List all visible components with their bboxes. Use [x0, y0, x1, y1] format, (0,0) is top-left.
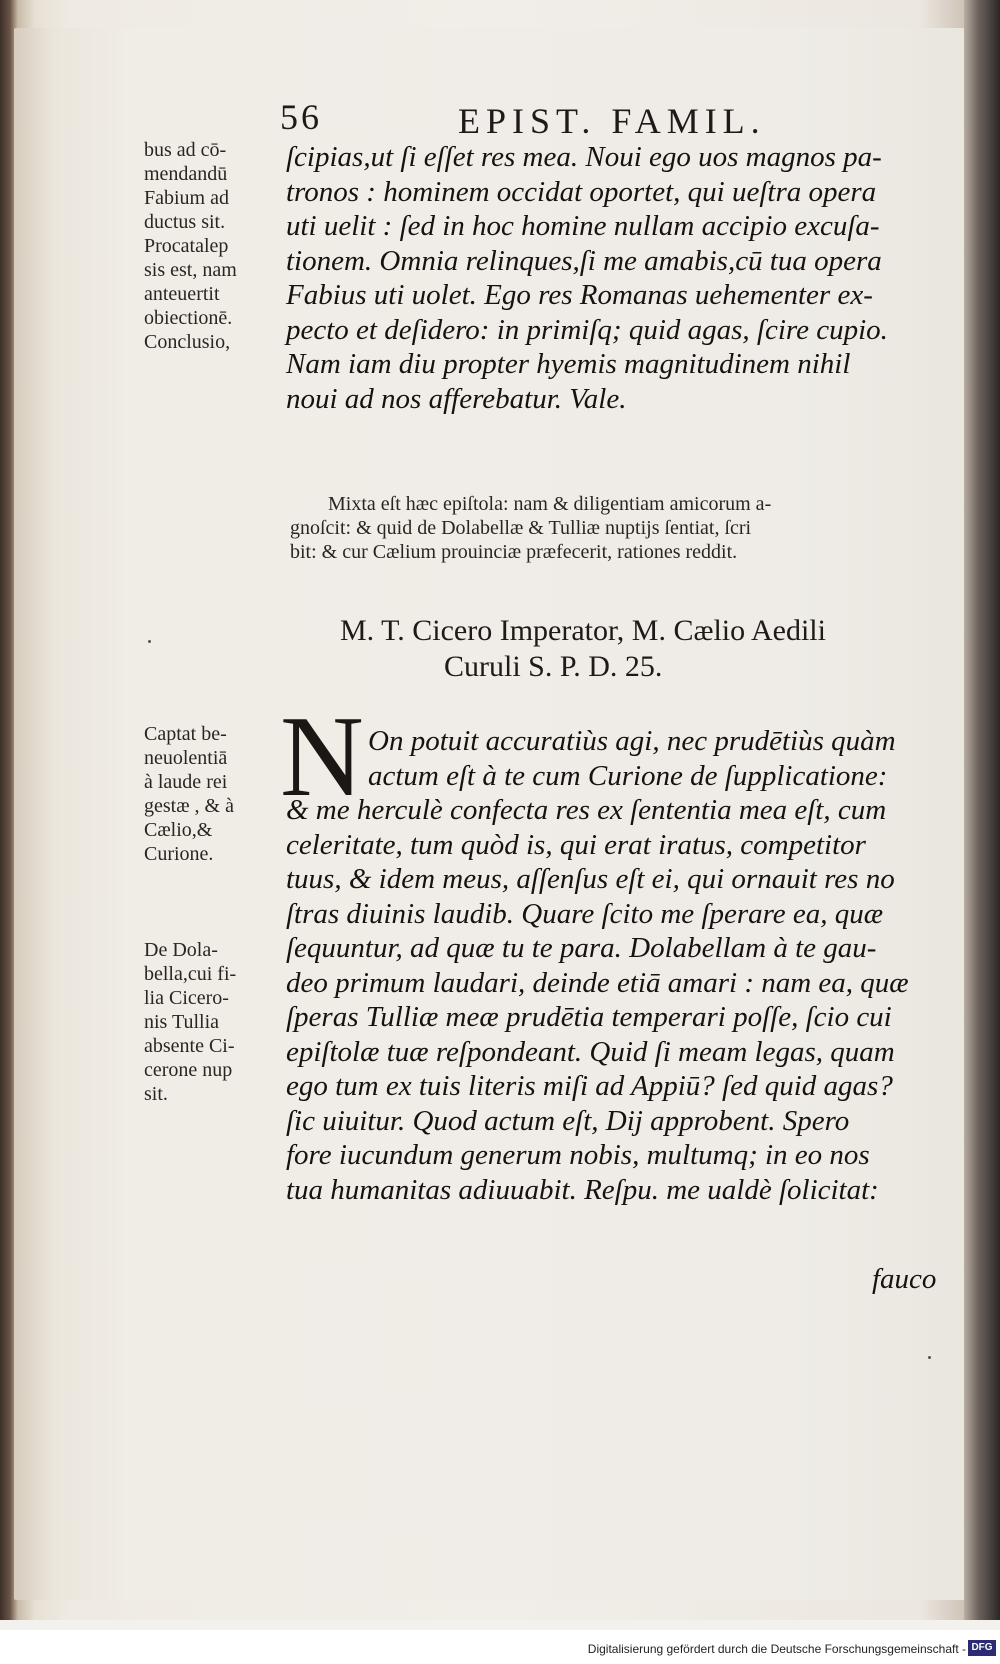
text-line: deo primum laudari, deinde etiā amari : nam ea, quæ: [286, 966, 909, 999]
text-line: fore iucundum generum nobis, multumq; in eo nos: [286, 1139, 870, 1171]
text-line: & me herculè confecta res ex ſententia mea eſt, cum: [286, 794, 887, 826]
argument-summary: [290, 492, 930, 564]
margin-note-3: [144, 938, 274, 1106]
text-line: noui ad nos afferebatur. Vale.: [286, 382, 627, 415]
paper-speck: [148, 640, 151, 643]
text-line: ſic uiuitur. Quod actum eſt, Dij approbent. Spero: [286, 1104, 850, 1137]
margin-note-line: ductus sit.: [144, 211, 226, 233]
text-line: ego tum ex tuis literis miſi ad Appiū? ſed quid agas?: [286, 1070, 893, 1102]
text-line: celeritate, tum quòd is, qui erat iratus, competitor: [286, 828, 866, 861]
page-number: 56: [280, 97, 322, 137]
text-line: Nam iam diu propter hyemis magnitudinem nihil: [286, 348, 851, 380]
letter-heading: [340, 613, 940, 685]
margin-note-line: De Dola-: [144, 939, 218, 961]
margin-note-line: gestæ , & à: [144, 795, 234, 817]
margin-note-line: anteuertit: [144, 283, 220, 305]
margin-note-line: bella,cui fi-: [144, 963, 237, 985]
margin-note-line: Procatalep: [144, 235, 229, 257]
text-line: actum eſt à te cum Curione de ſupplicatione:: [368, 759, 888, 792]
margin-note-line: Conclusio,: [144, 331, 231, 353]
text-line: pecto et deſidero: in primiſq; quid agas, ſcire cupio.: [286, 313, 888, 346]
book-edge: [964, 0, 1000, 1620]
margin-note-line: neuolentiā: [144, 747, 228, 769]
letter-continuation: [286, 140, 888, 416]
margin-note-line: bus ad cō-: [144, 139, 227, 161]
letter-body-indented: [368, 724, 896, 793]
margin-note-line: cerone nup: [144, 1059, 233, 1081]
running-head: EPIST. FAMIL.: [458, 101, 766, 141]
text-line: tronos : hominem occidat oportet, qui ueſtra opera: [286, 175, 877, 208]
margin-note-line: Fabium ad: [144, 187, 229, 209]
margin-note-line: mendandū: [144, 163, 228, 185]
text-line: tua humanitas adiuuabit. Reſpu. me ualdè ſolicitat:: [286, 1173, 879, 1206]
text-line: On potuit accuratiùs agi, nec prudētiùs quàm: [368, 725, 896, 757]
margin-note-line: Cælio,&: [144, 819, 213, 841]
margin-note-2: [144, 722, 274, 866]
dfg-logo: DFG: [968, 1640, 996, 1656]
margin-note-line: Captat be-: [144, 723, 227, 745]
margin-note-1: [144, 138, 274, 354]
paper-speck: [928, 1356, 931, 1359]
margin-note-line: absente Ci-: [144, 1035, 235, 1057]
margin-note-line: à laude rei: [144, 771, 228, 793]
margin-note-line: Curione.: [144, 843, 214, 865]
margin-note-line: nis Tullia: [144, 1011, 220, 1033]
text-line: uti uelit : ſed in hoc homine nullam accipio excuſa-: [286, 210, 880, 242]
catchword: fauco: [872, 1263, 937, 1295]
heading-line-1: M. T. Cicero Imperator, M. Cælio Aedili: [340, 614, 826, 647]
summary-line: gnoſcit: & quid de Dolabellæ & Tulliæ nuptijs ſentiat, ſcri: [290, 517, 752, 539]
margin-note-line: sit.: [144, 1083, 168, 1105]
text-line: ſequuntur, ad quæ tu te para. Dolabellam à te gau-: [286, 932, 877, 964]
summary-line: bit: & cur Cælium prouinciæ præfecerit, rationes reddit.: [290, 541, 738, 563]
page-header: [280, 96, 840, 146]
text-line: tuus, & idem meus, aſſenſus eſt ei, qui ornauit res no: [286, 863, 895, 895]
margin-note-line: obiectionē.: [144, 307, 233, 329]
text-line: ſperas Tulliæ meæ prudētia temperari poſſe, ſcio cui: [286, 1001, 892, 1033]
text-line: tionem. Omnia relinques,ſi me amabis,cū tua opera: [286, 244, 882, 277]
text-line: Fabius uti uolet. Ego res Romanas uehementer ex-: [286, 279, 873, 311]
drop-cap: N: [280, 693, 364, 821]
digitization-credit: Digitalisierung gefördert durch die Deutsche Forschungsgemeinschaft -: [587, 1642, 966, 1656]
text-line: ſtras diuinis laudib. Quare ſcito me ſperare ea, quæ: [286, 897, 884, 930]
heading-line-2: Curuli S. P. D. 25.: [444, 650, 663, 683]
margin-note-line: lia Cicero-: [144, 987, 229, 1009]
summary-line: Mixta eſt hæc epiſtola: nam & diligentiam amicorum a-: [328, 493, 772, 515]
letter-body: [286, 793, 909, 1207]
text-line: ſcipias,ut ſi eſſet res mea. Noui ego uos magnos pa-: [286, 141, 882, 173]
margin-note-line: sis est, nam: [144, 259, 237, 281]
text-line: epiſtolæ tuæ reſpondeant. Quid ſi meam legas, quam: [286, 1035, 895, 1068]
